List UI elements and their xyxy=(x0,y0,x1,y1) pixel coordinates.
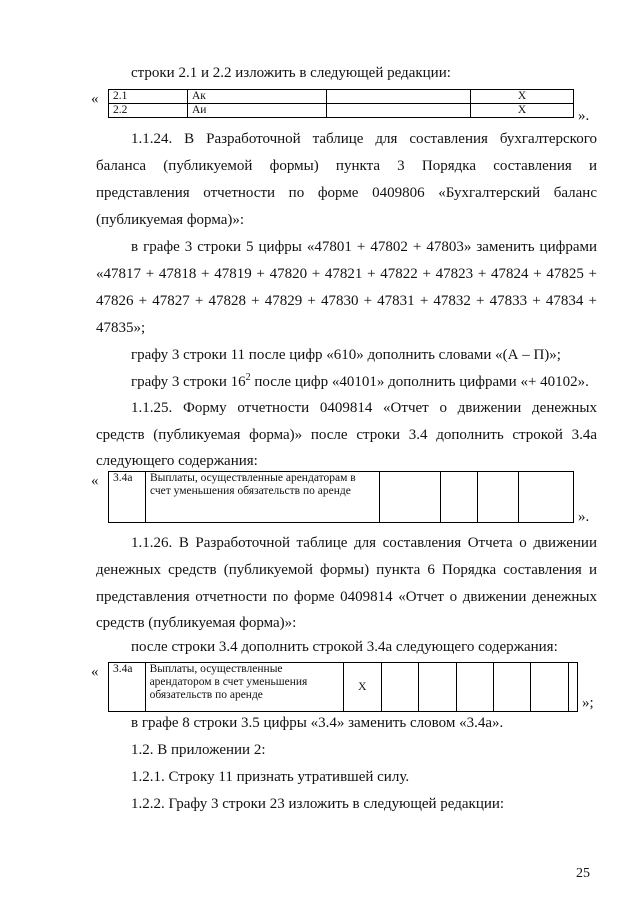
x-mark: X xyxy=(471,104,574,118)
quote-open: « xyxy=(91,91,99,107)
para-1-1-24-line: (публикуемая форма)»: xyxy=(96,212,245,228)
empty-cell xyxy=(456,663,493,712)
empty-cell xyxy=(419,663,456,712)
page-number: 25 xyxy=(576,866,590,881)
row-description: Выплаты, осуществленные арендатором в счет уменьшения обязательств по аренде xyxy=(145,663,343,712)
para-1-1-26-line: средств (публикуемая форма)»: xyxy=(96,615,297,631)
empty-cell xyxy=(519,472,574,523)
empty-cell xyxy=(441,472,478,523)
quote-close: »; xyxy=(582,695,594,711)
para-row5-line: в графе 3 строки 5 цифры «47801 + 47802 + 47803» заменить цифрами xyxy=(131,239,597,255)
empty-cell xyxy=(327,90,471,104)
table-row xyxy=(109,90,574,104)
quote-close: ». xyxy=(578,108,590,124)
item-1-2: 1.2. В приложении 2: xyxy=(131,742,266,758)
intro-line: строки 2.1 и 2.2 изложить в следующей редакции: xyxy=(131,65,451,81)
para-row5-line: «47817 + 47818 + 47819 + 47820 + 47821 + 47822 + 47823 + 47824 + 47825 + xyxy=(96,266,597,282)
table-row-3-4a-detailed xyxy=(108,662,578,712)
row11-line: графу 3 строки 11 после цифр «610» дополнить словами «(А – П)»; xyxy=(131,347,561,363)
empty-cell xyxy=(381,663,418,712)
grafa8-line: в графе 8 строки 3.5 цифры «3.4» заменить словом «3.4а». xyxy=(131,715,504,731)
para-row5-line: 47826 + 47827 + 47828 + 47829 + 47830 + 47831 + 47832 + 47833 + 47834 + xyxy=(96,293,597,309)
para-1-1-25-line: 1.1.25. Форму отчетности 0409814 «Отчет о движении денежных xyxy=(131,400,597,416)
table-row-3-4a xyxy=(108,471,574,523)
empty-cell xyxy=(569,663,578,712)
row-number: 3.4а xyxy=(109,472,146,523)
x-mark: X xyxy=(343,663,381,712)
row-code: Aи xyxy=(188,104,327,118)
table-row xyxy=(109,472,574,523)
empty-cell xyxy=(494,663,531,712)
row16-text-b: после цифр «40101» дополнить цифрами «+ 40102». xyxy=(250,374,589,390)
empty-cell xyxy=(478,472,519,523)
table-rows-2-1-2-2 xyxy=(108,89,574,118)
empty-cell xyxy=(327,104,471,118)
item-1-2-1: 1.2.1. Строку 11 признать утратившей силу. xyxy=(131,769,410,785)
row16-line xyxy=(131,373,589,391)
para-1-1-26-line: представления отчетности по форме 0409814 «Отчет о движении денежных xyxy=(96,589,597,605)
row-number: 2.1 xyxy=(109,90,188,104)
quote-close: ». xyxy=(578,509,590,525)
para-1-1-24-line: 1.1.24. В Разработочной таблице для составления бухгалтерского xyxy=(131,131,597,147)
para-1-1-26-line: 1.1.26. В Разработочной таблице для составления Отчета о движении xyxy=(131,535,597,551)
quote-open: « xyxy=(91,473,99,489)
row16-text-a: графу 3 строки 16 xyxy=(131,374,246,390)
row-description: Выплаты, осуществленные арендаторам в счет уменьшения обязательств по аренде xyxy=(146,472,380,523)
x-mark: X xyxy=(471,90,574,104)
quote-open: « xyxy=(91,664,99,680)
row-number: 2.2 xyxy=(109,104,188,118)
para-1-1-25-line: следующего содержания: xyxy=(96,453,258,469)
para-1-1-26-line: денежных средств (публикуемой формы) пункта 6 Порядка составления и xyxy=(96,562,597,578)
after-3-4-line: после строки 3.4 дополнить строкой 3.4а следующего содержания: xyxy=(131,639,558,655)
para-1-1-24-line: представления отчетности по форме 0409806 «Бухгалтерский баланс xyxy=(96,185,597,201)
empty-cell xyxy=(531,663,569,712)
row16-superscript: 2 xyxy=(245,372,251,383)
para-row5-line: 47835»; xyxy=(96,320,146,336)
item-1-2-2: 1.2.2. Графу 3 строки 23 изложить в следующей редакции: xyxy=(131,796,505,812)
empty-cell xyxy=(380,472,441,523)
para-1-1-24-line: баланса (публикуемой формы) пункта 3 Порядка составления и xyxy=(96,158,597,174)
row-number: 3.4а xyxy=(109,663,146,712)
para-1-1-25-line: средств (публикуемая форма)» после строки 3.4 дополнить строкой 3.4а xyxy=(96,427,597,443)
table-row xyxy=(109,104,574,118)
row-code: Aк xyxy=(188,90,327,104)
table-row xyxy=(109,663,578,712)
